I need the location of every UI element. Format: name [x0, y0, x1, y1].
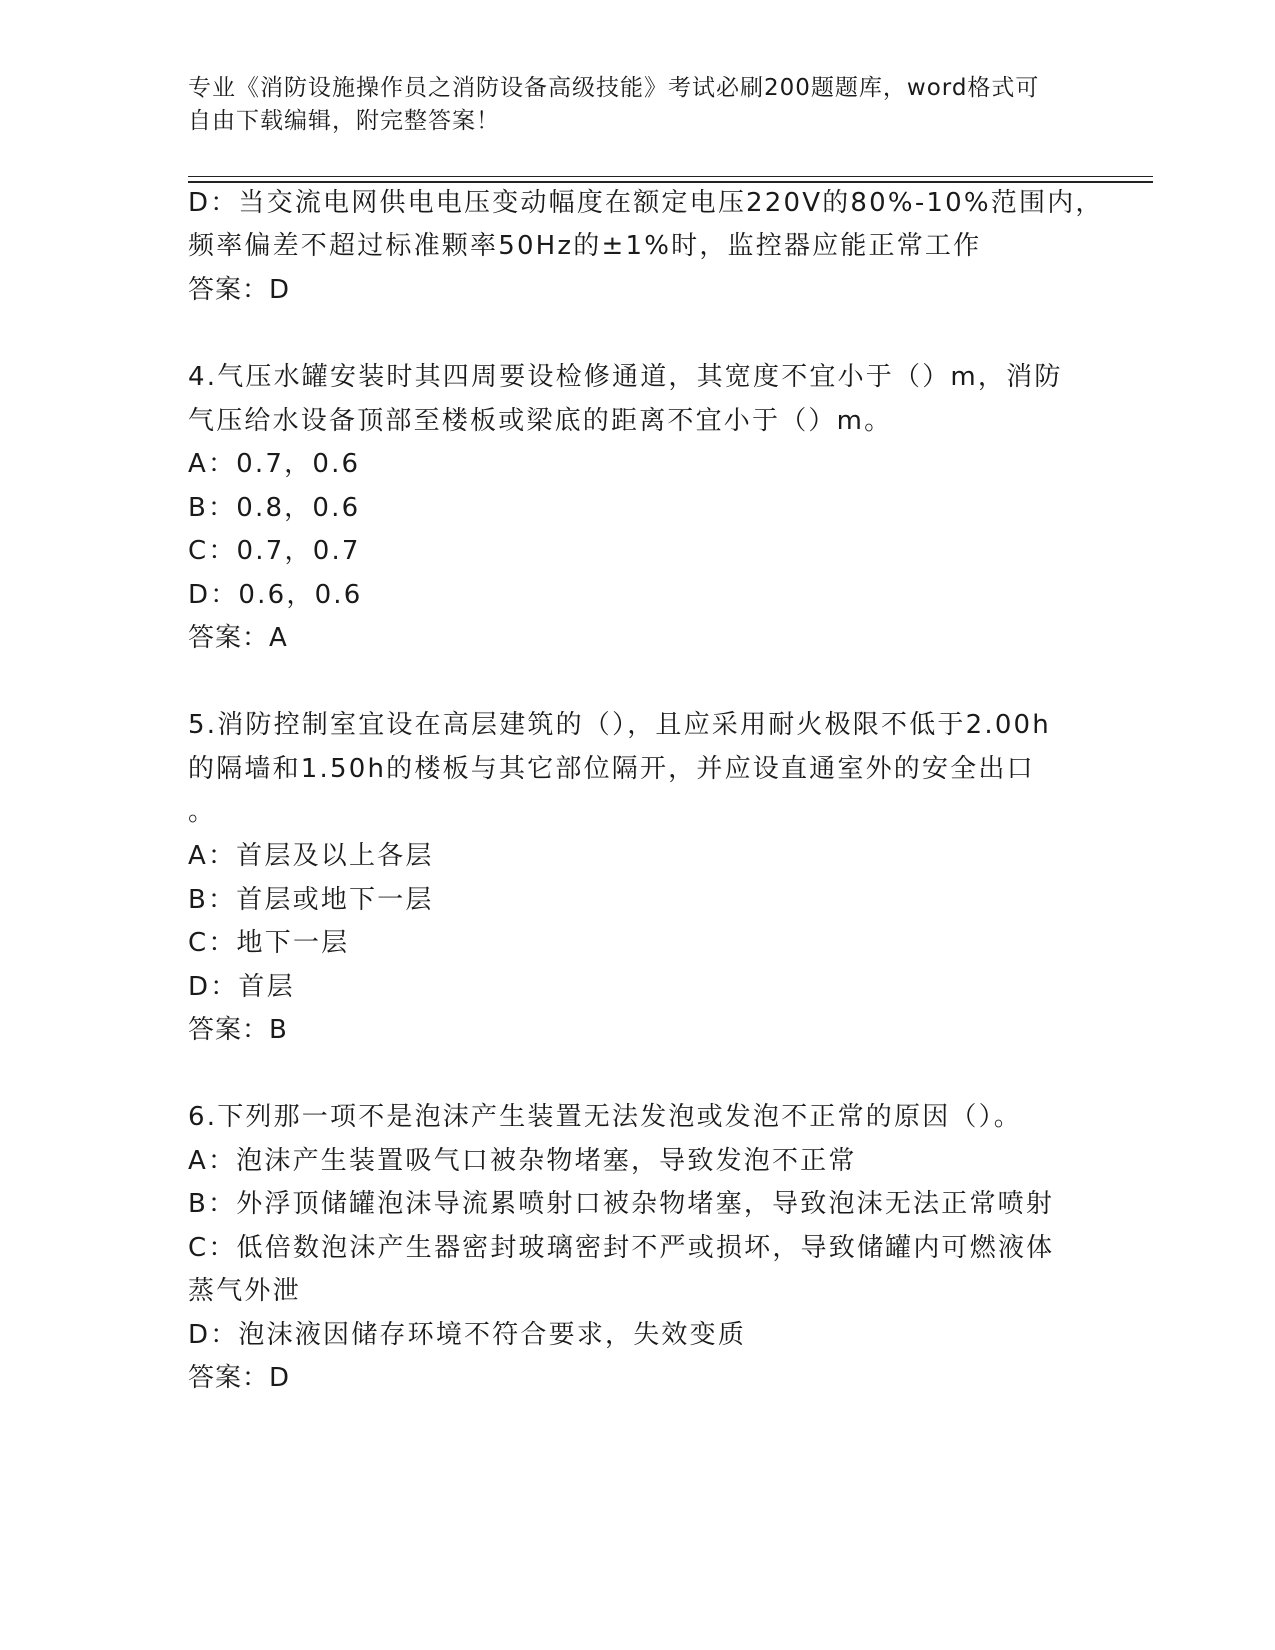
q5-stem-line-3: 。 [188, 797, 217, 827]
q5-stem-line-2: 的隔墙和1.50h的楼板与其它部位隔开，并应设直通室外的安全出口 [188, 754, 1035, 784]
q4-option-b: B：0.8，0.6 [188, 493, 361, 523]
q5-option-b: B：首层或地下一层 [188, 885, 434, 915]
header-line-2: 自由下载编辑，附完整答案！ [188, 108, 500, 134]
header-line-1: 专业《消防设施操作员之消防设备高级技能》考试必刷200题题库，word格式可 [188, 75, 1040, 101]
q5-answer: 答案：B [188, 1015, 288, 1045]
header-divider-thick [188, 181, 1153, 183]
q6-option-d: D：泡沫液因储存环境不符合要求，失效变质 [188, 1320, 747, 1350]
q6-option-c-line-1: C：低倍数泡沫产生器密封玻璃密封不严或损坏，导致储罐内可燃液体 [188, 1233, 1055, 1263]
q6-option-b: B：外浮顶储罐泡沫导流累喷射口被杂物堵塞，导致泡沫无法正常喷射 [188, 1189, 1055, 1219]
q6-option-a: A：泡沫产生装置吸气口被杂物堵塞，导致发泡不正常 [188, 1146, 857, 1176]
q4-option-c: C：0.7，0.7 [188, 536, 361, 566]
q6-stem-line-1: 6.下列那一项不是泡沫产生装置无法发泡或发泡不正常的原因（）。 [188, 1102, 1023, 1132]
q4-stem-line-1: 4.气压水罐安装时其四周要设检修通道，其宽度不宜小于（）m，消防 [188, 362, 1063, 392]
q4-option-a: A：0.7，0.6 [188, 449, 361, 479]
q5-option-a: A：首层及以上各层 [188, 841, 434, 871]
q5-stem-line-1: 5.消防控制室宜设在高层建筑的（），且应采用耐火极限不低于2.00h [188, 710, 1051, 740]
q4-stem-line-2: 气压给水设备顶部至楼板或梁底的距离不宜小于（）m。 [188, 406, 893, 436]
q3-option-d-line-2: 频率偏差不超过标准颗率50Hz的±1%时，监控器应能正常工作 [188, 231, 982, 261]
document-header [188, 72, 1068, 138]
q3-answer: 答案：D [188, 275, 291, 305]
header-divider-thin [188, 176, 1153, 177]
q3-option-d-line-1: D：当交流电网供电电压变动幅度在额定电压220V的80%-10%范围内， [188, 188, 1104, 218]
q6-option-c-line-2: 蒸气外泄 [188, 1276, 301, 1306]
q6-answer: 答案：D [188, 1363, 291, 1393]
q5-option-c: C：地下一层 [188, 928, 350, 958]
q5-option-d: D：首层 [188, 972, 295, 1002]
q4-option-d: D：0.6，0.6 [188, 580, 363, 610]
q4-answer: 答案：A [188, 623, 288, 653]
